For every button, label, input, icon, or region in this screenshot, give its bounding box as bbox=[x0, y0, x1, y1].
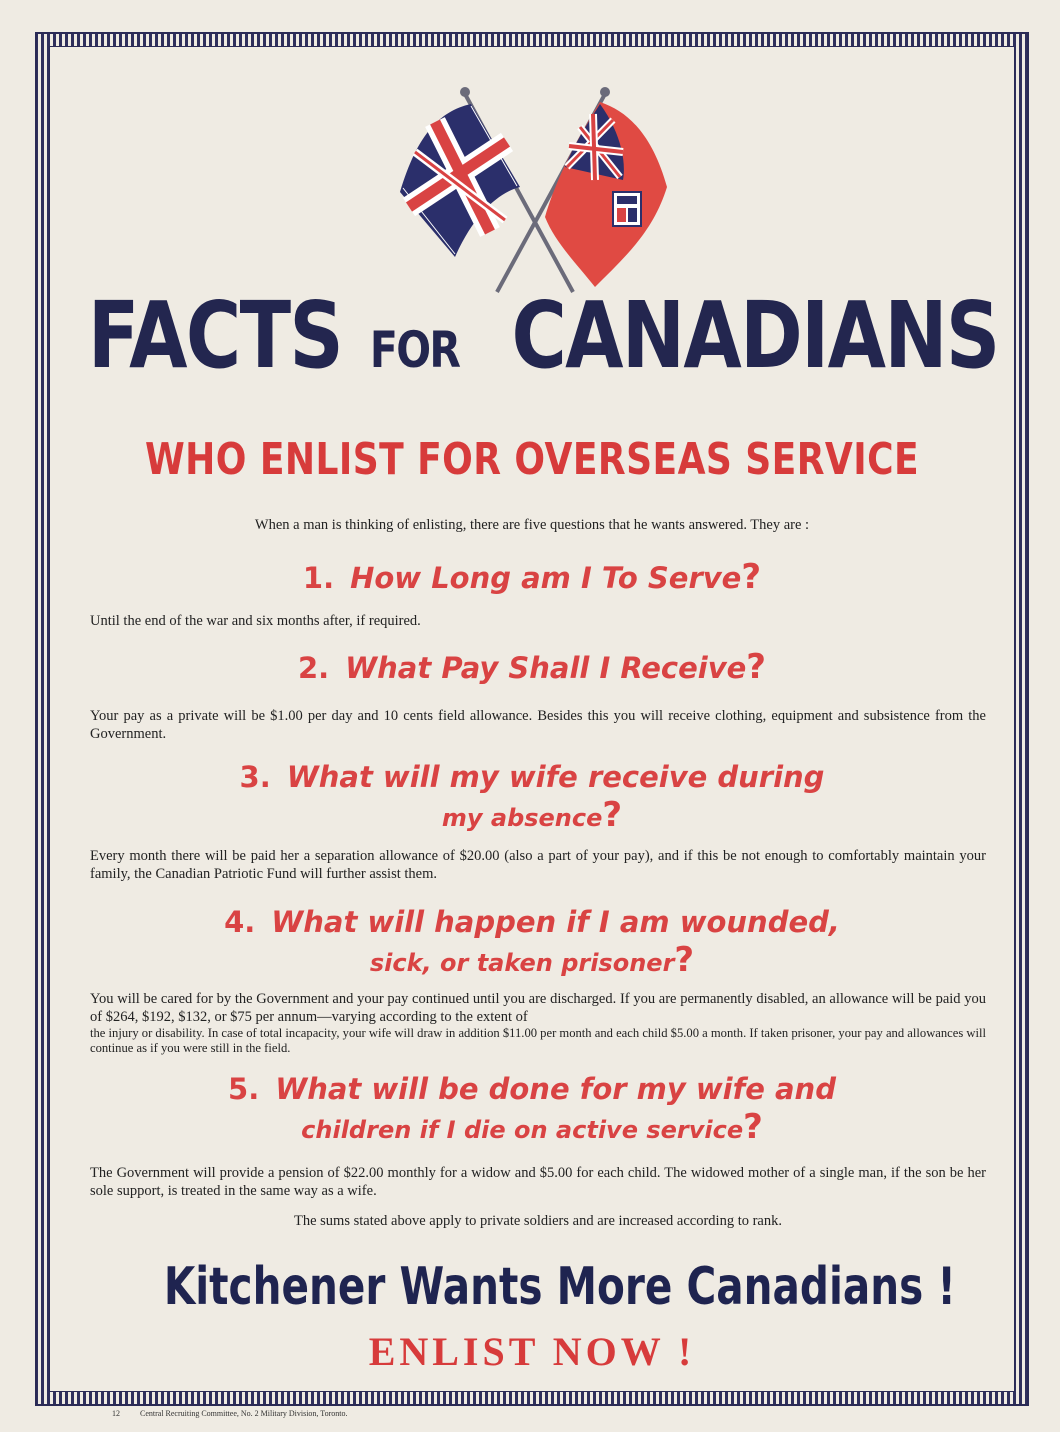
question-5-line-2 bbox=[60, 1107, 1004, 1147]
footer-number: 12 bbox=[112, 1409, 120, 1418]
title-facts: FACTS bbox=[87, 282, 343, 389]
red-ensign-icon bbox=[545, 102, 667, 287]
footer-credit: Central Recruiting Committee, No. 2 Military Division, Toronto. bbox=[140, 1409, 348, 1418]
question-mark: ? bbox=[674, 940, 695, 980]
question-number: 3. bbox=[239, 760, 271, 794]
title-canadians: CANADIANS bbox=[511, 282, 999, 389]
question-2 bbox=[60, 647, 1004, 687]
question-text: What will be done for my wife and bbox=[275, 1072, 836, 1106]
title-for: FOR bbox=[369, 321, 459, 379]
answer-3: Every month there will be paid her a separation allowance of $20.00 (also a part of your pay), and if this be not enough to comfortably maintain your family, the Canadian Patriotic Fund will further assist them. bbox=[90, 848, 986, 882]
question-text: How Long am I To Serve bbox=[350, 561, 742, 595]
question-mark: ? bbox=[741, 557, 762, 597]
crossed-flags-icon bbox=[395, 82, 675, 312]
answer-1: Until the end of the war and six months after, if required. bbox=[90, 613, 421, 629]
question-text: sick, or taken prisoner bbox=[369, 949, 675, 977]
question-text: What will happen if I am wounded, bbox=[271, 905, 840, 939]
poster-subtitle: WHO ENLIST FOR OVERSEAS SERVICE bbox=[144, 434, 920, 485]
union-jack-icon bbox=[400, 104, 520, 257]
question-1 bbox=[60, 557, 1004, 597]
poster-content bbox=[60, 52, 1004, 1382]
question-text: What Pay Shall I Receive bbox=[345, 651, 747, 685]
question-text: children if I die on active service bbox=[301, 1116, 744, 1144]
enlist-now-slogan: ENLIST NOW ! bbox=[368, 1329, 696, 1374]
poster-title bbox=[60, 282, 1004, 389]
question-5 bbox=[60, 1072, 1004, 1106]
answer-2: Your pay as a private will be $1.00 per day and 10 cents field allowance. Besides this you will receive clothing, equipment and subsistence from the Government. bbox=[90, 708, 986, 742]
answer-4-continued: the injury or disability. In case of total incapacity, your wife will draw in addition $11.00 per month and each child $5.00 a month. If taken prisoner, your pay and allowances will continue as if you were still in the field. bbox=[90, 1026, 986, 1055]
question-4-line-2 bbox=[60, 940, 1004, 980]
question-number: 5. bbox=[228, 1072, 260, 1106]
answer-4: You will be cared for by the Government and your pay continued until you are discharged. If you are permanently disabled, an allowance will be paid you of $264, $192, $132, or $75 per annum—varying according to the extent of bbox=[90, 991, 986, 1025]
question-3 bbox=[60, 760, 1004, 794]
question-number: 2. bbox=[297, 651, 330, 685]
question-number: 1. bbox=[302, 561, 335, 595]
question-number: 4. bbox=[224, 905, 256, 939]
question-mark: ? bbox=[746, 647, 767, 687]
question-4 bbox=[60, 905, 1004, 939]
question-text: What will my wife receive during bbox=[286, 760, 825, 794]
answer-5: The Government will provide a pension of $22.00 monthly for a widow and $5.00 for each child. The widowed mother of a single man, if the son be her sole support, is treated in the same way as a wife. bbox=[90, 1165, 986, 1199]
question-text: my absence bbox=[441, 804, 603, 832]
question-mark: ? bbox=[743, 1107, 763, 1147]
question-mark: ? bbox=[602, 795, 623, 835]
intro-text: When a man is thinking of enlisting, there are five questions that he wants answered. They are : bbox=[254, 517, 810, 533]
kitchener-slogan: Kitchener Wants More Canadians ! bbox=[163, 1257, 956, 1317]
rank-note: The sums stated above apply to private soldiers and are increased according to rank. bbox=[294, 1213, 782, 1229]
question-3-line-2 bbox=[60, 795, 1004, 835]
